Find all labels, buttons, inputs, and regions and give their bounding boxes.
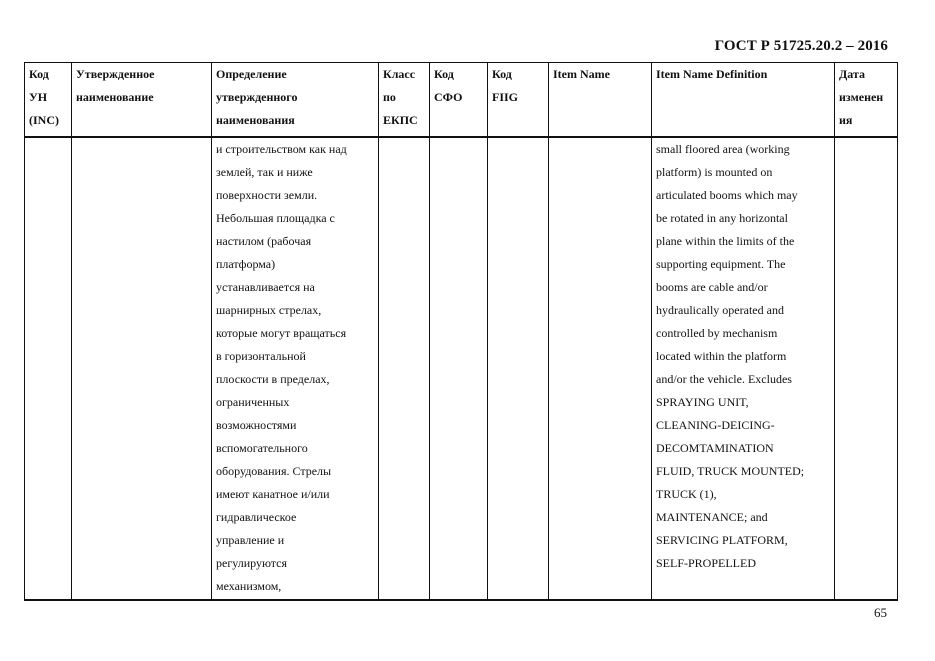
specification-table — [24, 62, 898, 601]
cell-item-name-definition: small floored area (working platform) is mounted on articulated booms which may be rotated in any horizontal plane within the limits of the supporting equipment. The booms are cable and/or hydraulically operated and controlled by mechanism located within the platform and/or the vehicle. Excludes SPRAYING UNIT, CLEANING-DEICING- DECOMTAMINATION FLUID, TRUCK MOUNTED; TRUCK (1), MAINTENANCE; and SERVICING PLATFORM, SELF-PROPELLED — [652, 137, 835, 600]
cell-approved-name — [72, 137, 212, 600]
document-code-header: ГОСТ Р 51725.20.2 – 2016 — [714, 38, 888, 54]
cell-fiig-code — [488, 137, 549, 600]
column-header-sfo-code: Код СФО — [430, 63, 488, 137]
column-header-ekps-class: Класс по ЕКПС — [379, 63, 430, 137]
column-header-definition-ru: Определение утвержденного наименования — [212, 63, 379, 137]
column-header-fiig-code: Код FIIG — [488, 63, 549, 137]
column-header-item-name: Item Name — [549, 63, 652, 137]
cell-definition-ru: и строительством как над землей, так и ниже поверхности земли. Небольшая площадка с настилом (рабочая платформа) устанавливается на шарнирных стрелах, которые могут вращаться в горизонтальной плоскости в пределах, ограниченных возможностями вспомогательного оборудования. Стрелы имеют канатное и/или гидравлическое управление и регулируются механизмом, — [212, 137, 379, 600]
column-header-approved-name: Утвержденное наименование — [72, 63, 212, 137]
column-header-inc: Код УН (INC) — [25, 63, 72, 137]
table-header-row — [25, 63, 898, 137]
column-header-item-name-definition: Item Name Definition — [652, 63, 835, 137]
table-row — [25, 137, 898, 600]
cell-item-name — [549, 137, 652, 600]
column-header-change-date: Дата изменен ия — [835, 63, 898, 137]
cell-ekps-class — [379, 137, 430, 600]
cell-inc — [25, 137, 72, 600]
cell-sfo-code — [430, 137, 488, 600]
page-number: 65 — [874, 605, 887, 620]
cell-change-date — [835, 137, 898, 600]
